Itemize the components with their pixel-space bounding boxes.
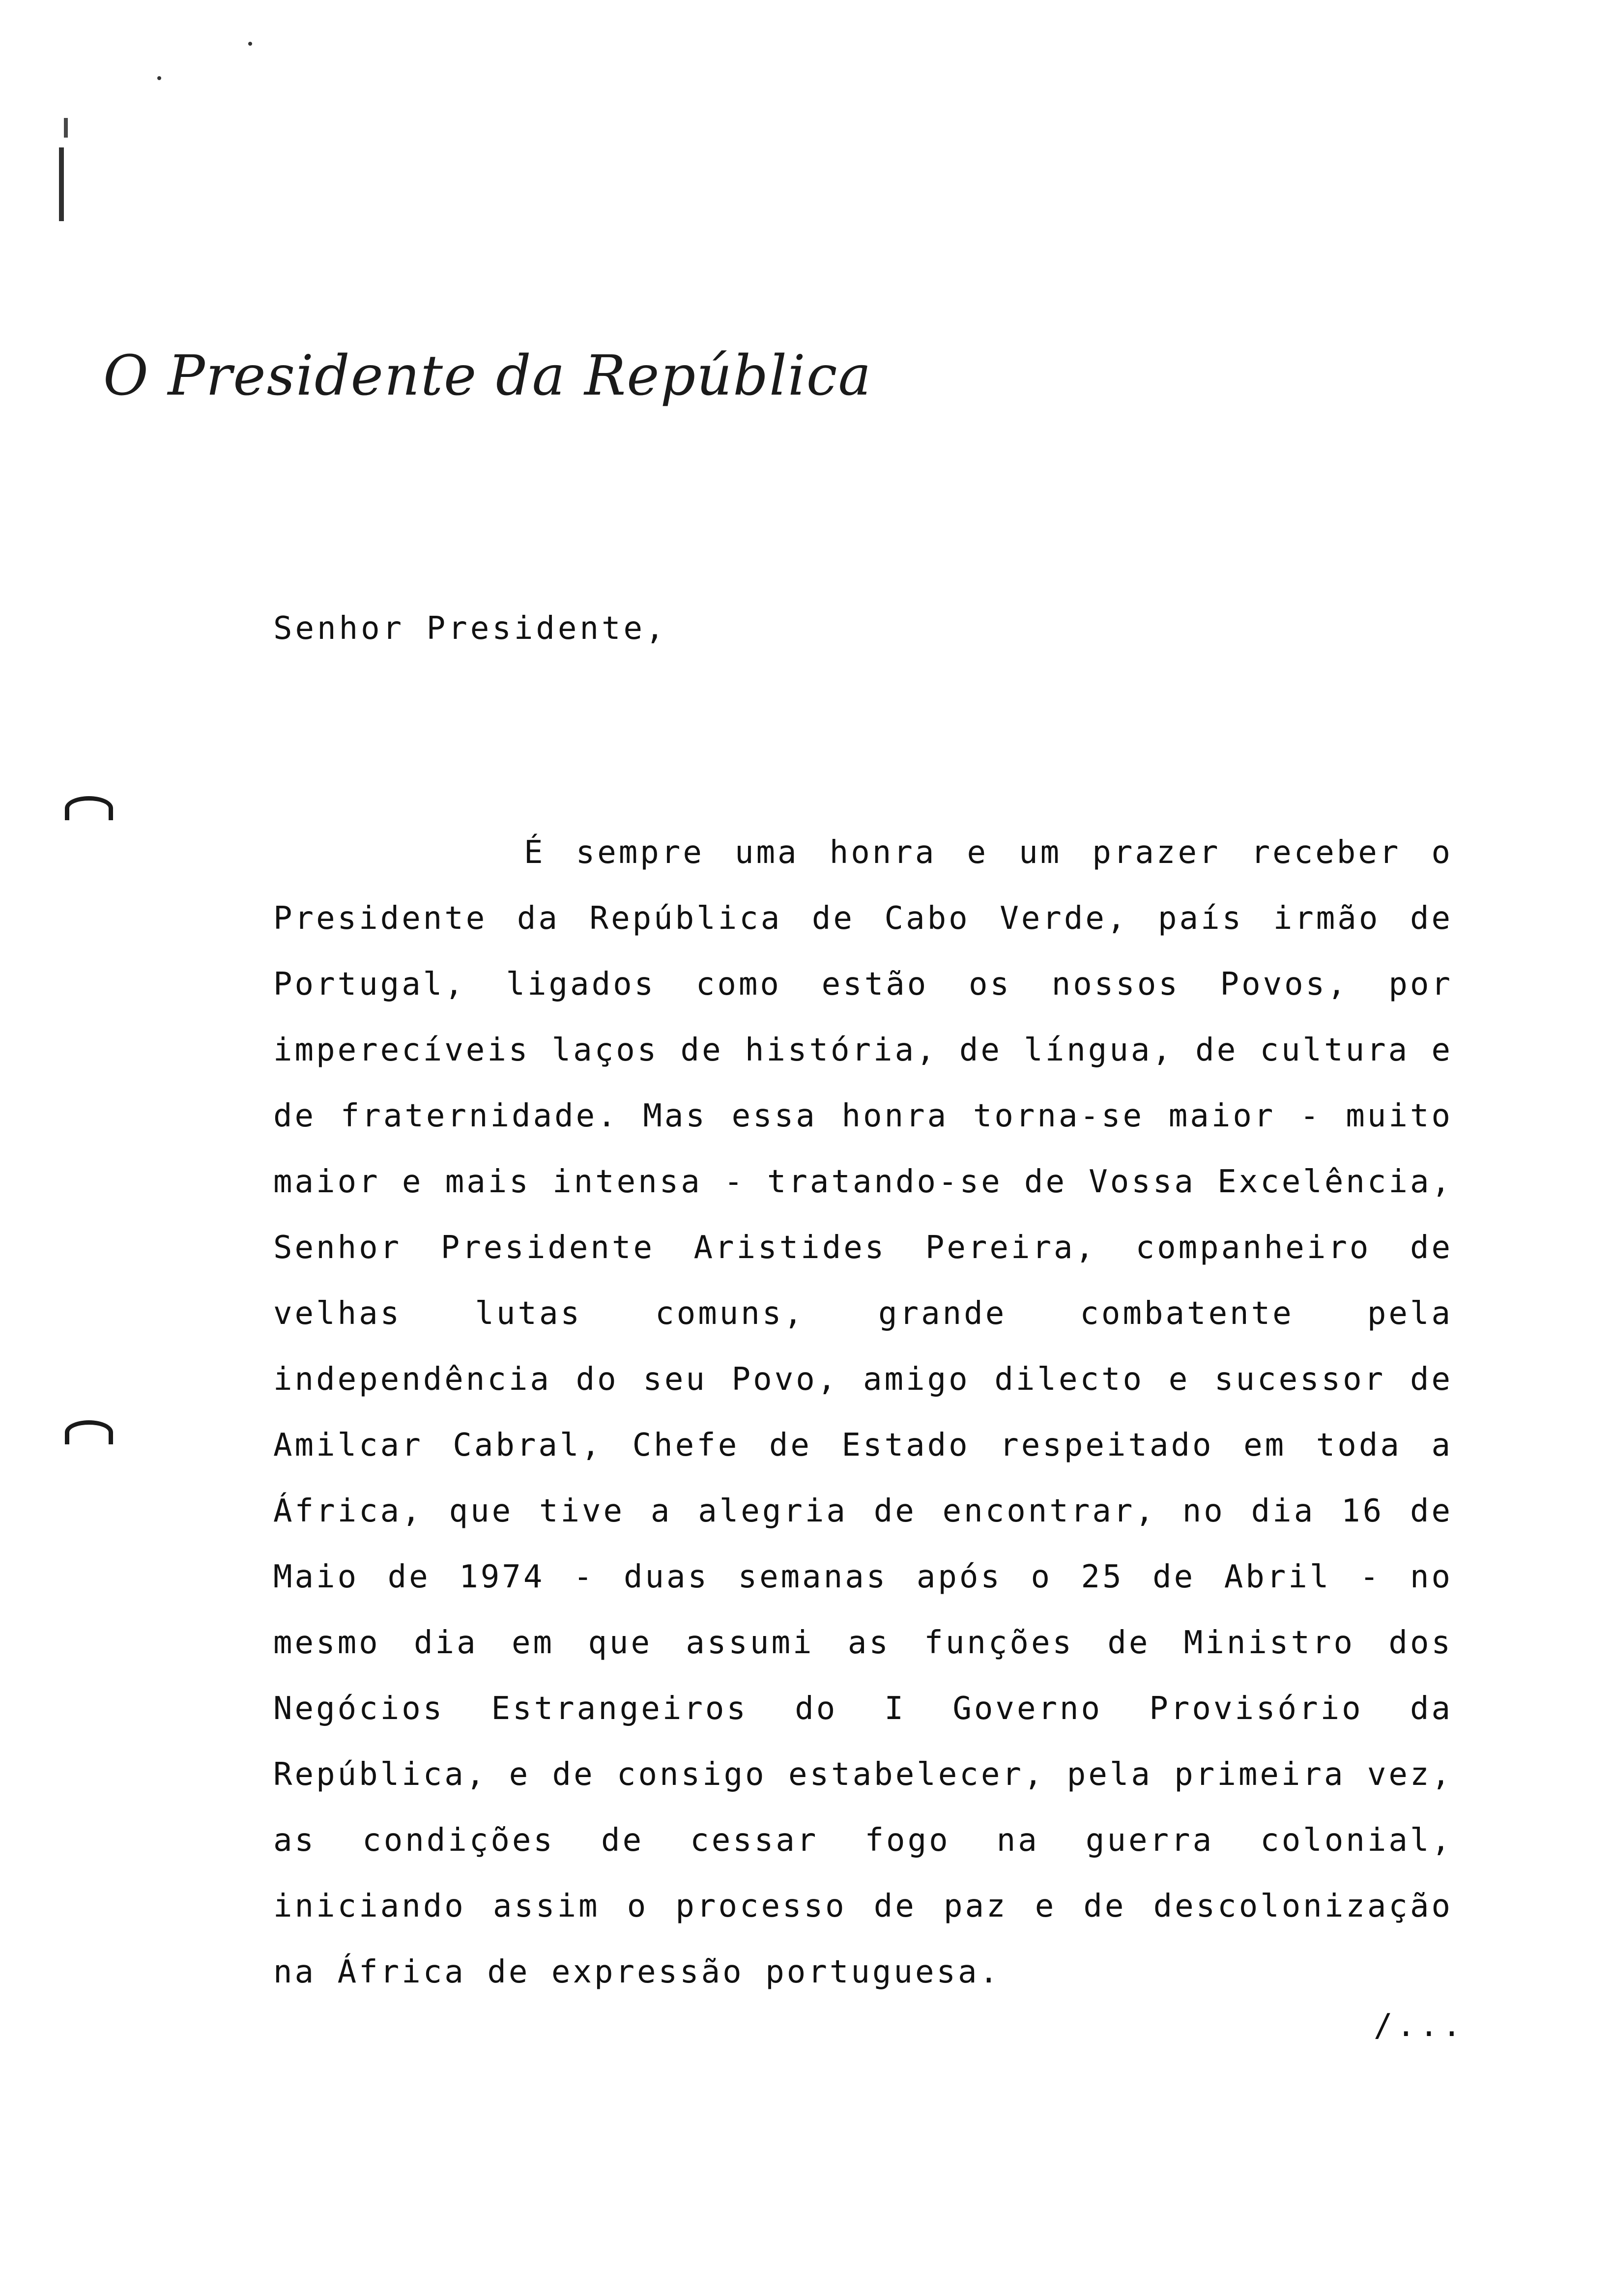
margin-mark: [59, 147, 64, 221]
punch-hole-mark: [65, 796, 113, 820]
scan-speck: [248, 42, 252, 46]
continuation-mark: /...: [1374, 2008, 1466, 2044]
margin-mark: [64, 118, 68, 138]
letterhead: O Presidente da República: [103, 344, 872, 408]
scan-speck: [157, 76, 161, 80]
punch-hole-mark: [65, 1420, 113, 1444]
body-paragraph: É sempre uma honra e um prazer receber o Presidente da República de Cabo Verde, país irmão de Portugal, ligados como estão os nossos Povos, por imperecíveis laços de história, de língua, de cultura e de fraternidade. Mas essa honra torna-se maior - muito maior e mais intensa - tratando-se de Vossa Excelência, Senhor Presidente Aristides Pereira, companheiro de velhas lutas comuns, grande combatente pela independência do seu Povo, amigo dilecto e sucessor de Amilcar Cabral, Chefe de Estado respeitado em toda a África, que tive a alegria de encontrar, no dia 16 de Maio de 1974 - duas semanas após o 25 de Abril - no mesmo dia em que assumi as funções de Ministro dos Negócios Estrangeiros do I Governo Provisório da República, e de consigo estabelecer, pela primeira vez, as condições de cessar fogo na guerra colonial, iniciando assim o processo de paz e de descolonização na África de expressão portuguesa.: [273, 834, 1453, 1990]
salutation: Senhor Presidente,: [273, 610, 667, 647]
